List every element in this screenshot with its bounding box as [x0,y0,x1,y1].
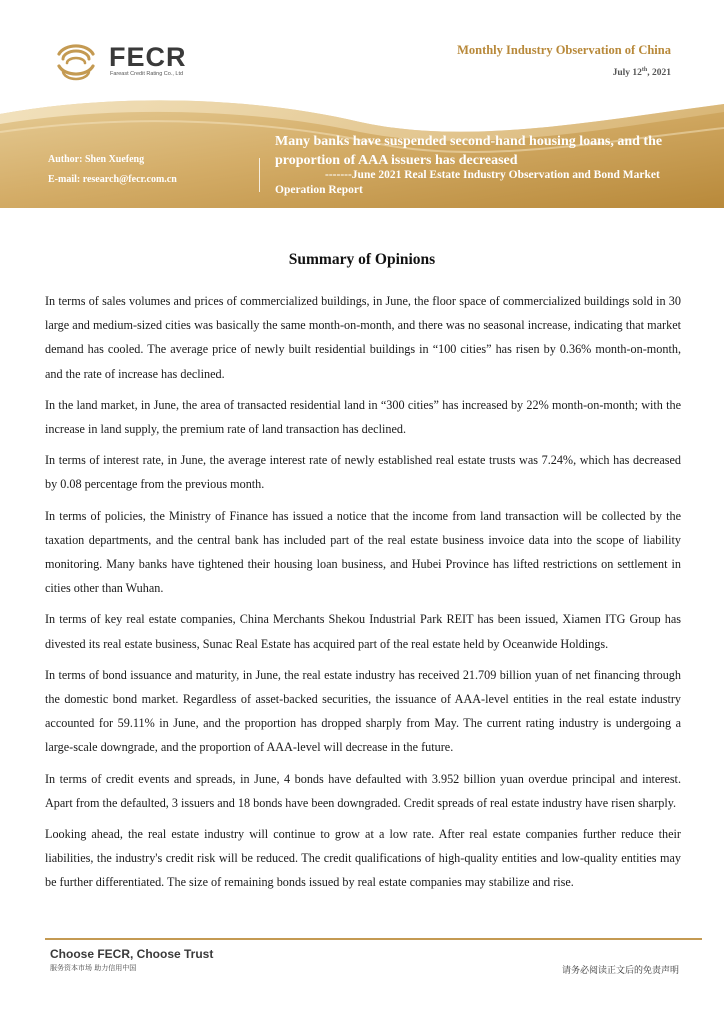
fecr-logo [53,40,203,82]
title-banner [0,92,724,208]
summary-paragraph: In terms of policies, the Ministry of Finance has issued a notice that the income from land transaction will be collected by the taxation departments, and the central bank has included part of the real estate business invoice data into the scope of liability monitoring. Many banks have tightened their housing loan business, and Hubei Province has lifted restrictions on settlement in cities other than Wuhan. [45,508,681,596]
logo-subtext: Fareast Credit Rating Co., Ltd [110,71,184,77]
summary-paragraph: In terms of sales volumes and prices of commercialized buildings, in June, the floor space of commercialized buildings sold in 30 large and medium-sized cities was basically the same month-on-month, and there was no seasonal increase, indicating that market demand has cooled. The average price of newly built residential buildings in “100 cities” has risen by 0.36% month-on-month, and the rate of increase has declined. [45,294,681,381]
logo-wordmark: FECR [109,42,187,72]
footer-disclaimer: 请务必阅读正文后的免责声明 [561,966,679,976]
footer-slogan: Choose FECR, Choose Trust [50,947,214,961]
summary-paragraph: In the land market, in June, the area of transacted residential land in “300 cities” has increased by 22% month-on-month; with the increase in land supply, the premium rate of land transaction has declined. [45,397,681,437]
footer-slogan-cn: 服务资本市场 助力信用中国 [50,964,137,972]
report-headline: Many banks have suspended second-hand housing loans, and the proportion of AAA issuers has decreased [275,134,663,168]
publication-date [613,67,671,78]
fecr-emblem-icon [53,40,99,82]
footer-divider [45,938,702,940]
date-suffix-ordinal: th [641,67,648,73]
date-prefix: July 12 [612,68,642,79]
author-name: Author: Shen Xuefeng [48,154,145,165]
summary-body [45,289,681,902]
series-title: Monthly Industry Observation of China [457,43,671,57]
summary-paragraph: In terms of bond issuance and maturity, in June, the real estate industry has received 21.709 billion yuan of net financing through the domestic bond market. Regardless of asset-backed securities, the issuance of AAA-level entities in the real estate industry accounted for 59.11% in June, and the proportion has dropped sharply from May. The current rating industry is undergoing a large-scale downgrade, and the proportion of AAA-level will decrease in the future. [45,667,681,755]
report-subheadline: -------June 2021 Real Estate Industry Observation and Bond Market Operation Report [275,169,660,196]
banner-divider [259,158,260,192]
summary-paragraph: In terms of interest rate, in June, the average interest rate of newly established real estate trusts was 7.24%, which has decreased by 0.08 percentage from the previous month. [45,453,681,492]
summary-paragraph: In terms of credit events and spreads, in June, 4 bonds have defaulted with 3.952 billion yuan overdue principal and interest. Apart from the defaulted, 3 issuers and 18 bonds have been downgraded. Credit spreads of real estate industry have risen sharply. [45,771,681,810]
date-year: , 2021 [647,68,671,79]
summary-title: Summary of Opinions [288,251,436,268]
summary-paragraph: In terms of key real estate companies, China Merchants Shekou Industrial Park REIT has been issued, Xiamen ITG Group has divested its real estate business, Sunac Real Estate has acquired part of the real estate held by Oceanwide Holdings. [45,612,681,651]
summary-paragraph: Looking ahead, the real estate industry will continue to grow at a low rate. After real estate companies further reduce their liabilities, the industry's credit risk will be reduced. The credit qualifications of high-quality entities and low-quality entities may be further differentiated. The size of remaining bonds issued by real estate companies may stabilize and rise. [45,827,681,890]
author-email: E-mail: research@fecr.com.cn [48,174,177,185]
